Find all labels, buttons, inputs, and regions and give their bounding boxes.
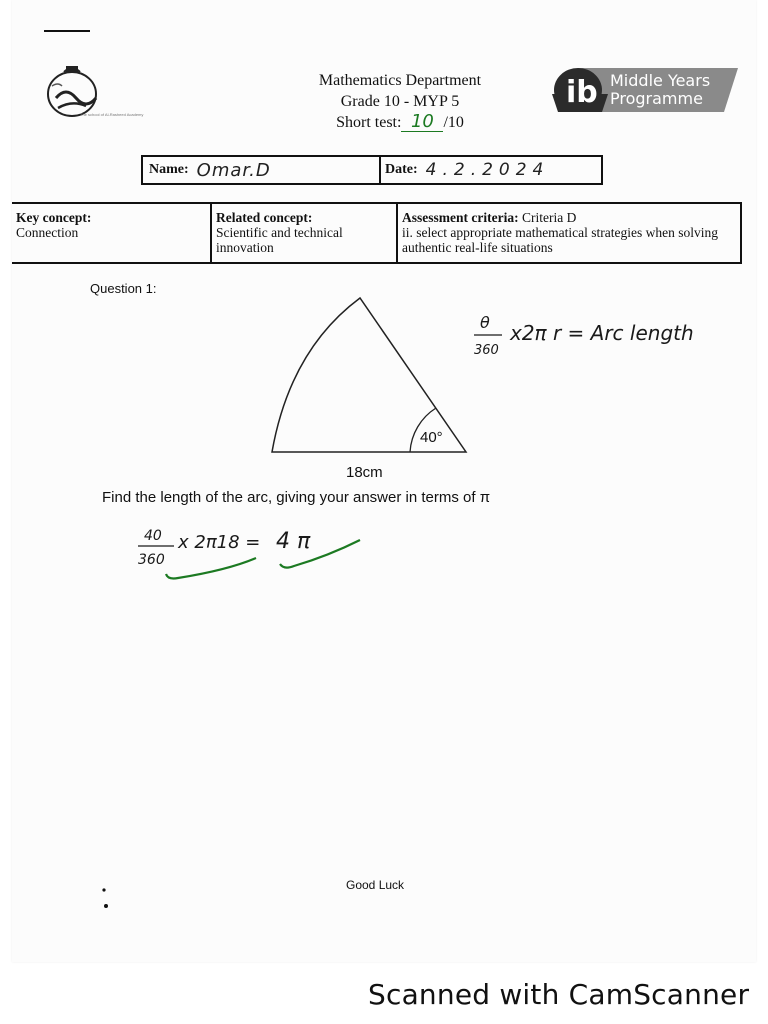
ib-letter: ib (566, 75, 598, 110)
handwritten-formula (468, 304, 738, 364)
ib-myp-logo (548, 64, 742, 116)
handwritten-working (128, 518, 378, 590)
work-numerator: 40 (144, 528, 162, 544)
short-test-line (336, 112, 464, 133)
name-cell (143, 157, 381, 183)
short-test-label: Short test: (336, 114, 402, 131)
formula-rest: x2π r = Arc length (510, 321, 694, 345)
question-label: Question 1: (90, 281, 157, 296)
ib-line1: Middle Years (610, 71, 711, 90)
concept-table (12, 202, 742, 264)
department-title: Mathematics Department (318, 72, 482, 89)
school-logo-caption: The school of Al-Rasheed Academy (80, 112, 144, 117)
assessment-detail: ii. select appropriate mathematical strategies when solving authentic real-life situations (402, 225, 719, 255)
related-concept-cell (212, 204, 398, 262)
assessment-label: Assessment criteria: (402, 210, 519, 225)
date-value: 4.2.2024 (425, 160, 550, 180)
date-cell (381, 157, 601, 183)
handwritten-score: 10 (401, 113, 443, 132)
assessment-value: Criteria D (521, 210, 577, 225)
radius-label: 18cm (346, 464, 383, 481)
sector-diagram (260, 290, 480, 490)
date-label: Date: (385, 162, 418, 177)
work-middle: x 2π18 = (178, 532, 261, 553)
name-label: Name: (149, 162, 189, 177)
name-date-box (141, 155, 603, 185)
related-concept-value: Scientific and technical innovation (216, 225, 343, 255)
work-answer: 4 π (276, 529, 311, 554)
name-value: Omar.D (196, 159, 271, 181)
formula-theta: θ (480, 313, 490, 332)
key-concept-cell (12, 204, 212, 262)
camscanner-watermark: Scanned with CamScanner (368, 978, 750, 1011)
question-prompt: Find the length of the arc, giving your answer in terms of π (102, 489, 491, 506)
angle-label: 40° (420, 429, 443, 446)
score-out-of: /10 (443, 114, 464, 131)
formula-denominator: 360 (474, 343, 499, 358)
key-concept-value: Connection (16, 225, 79, 240)
paper-specks (96, 884, 116, 914)
pen-mark (44, 30, 90, 32)
checkmark-icon (166, 558, 256, 579)
document-header (270, 70, 530, 133)
good-luck-text: Good Luck (346, 878, 405, 892)
ib-line2: Programme (610, 89, 703, 108)
grade-line: Grade 10 - MYP 5 (340, 93, 460, 110)
key-concept-label: Key concept: (16, 210, 92, 225)
work-denominator: 360 (138, 552, 165, 568)
assessment-cell (398, 204, 740, 262)
related-concept-label: Related concept: (216, 210, 313, 225)
